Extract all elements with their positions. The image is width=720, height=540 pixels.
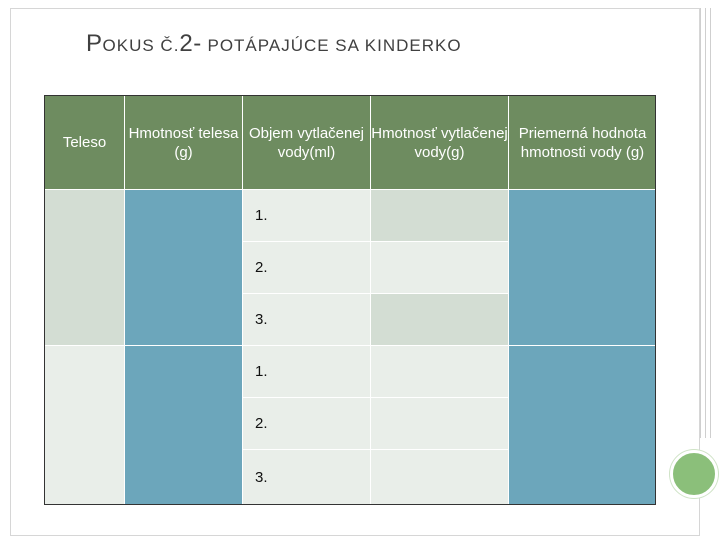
decorative-circle-icon	[670, 450, 718, 498]
hmotnost-telesa-cell-2	[125, 346, 243, 506]
priemer-cell-2	[509, 346, 657, 506]
title-number: 2-	[179, 30, 202, 57]
objem-cell: 1.	[243, 190, 371, 242]
table-row	[45, 190, 657, 242]
header-priemerna-hodnota: Priemerná hodnota hmotnosti vody (g)	[509, 96, 657, 190]
hmotnost-vody-cell	[371, 450, 509, 506]
decorative-rails	[700, 8, 712, 438]
experiment-table	[44, 95, 656, 505]
hmotnost-vody-cell	[371, 190, 509, 242]
header-teleso: Teleso	[45, 96, 125, 190]
hmotnost-telesa-cell-1	[125, 190, 243, 346]
title-rest: POTÁPAJÚCE SA KINDERKO	[201, 36, 462, 55]
teleso-cell-2	[45, 346, 125, 506]
teleso-cell-1	[45, 190, 125, 346]
hmotnost-vody-cell	[371, 294, 509, 346]
title-prefix-big: P	[86, 30, 103, 57]
objem-cell: 2.	[243, 398, 371, 450]
hmotnost-vody-cell	[371, 242, 509, 294]
slide-title	[86, 30, 646, 58]
priemer-cell-1	[509, 190, 657, 346]
objem-cell: 1.	[243, 346, 371, 398]
hmotnost-vody-cell	[371, 346, 509, 398]
header-hmotnost-telesa: Hmotnosť telesa (g)	[125, 96, 243, 190]
objem-cell: 3.	[243, 294, 371, 346]
table-header-row	[45, 96, 657, 190]
header-objem-vody: Objem vytlačenej vody(ml)	[243, 96, 371, 190]
hmotnost-vody-cell	[371, 398, 509, 450]
header-hmotnost-vody: Hmotnosť vytlačenej vody(g)	[371, 96, 509, 190]
objem-cell: 2.	[243, 242, 371, 294]
title-prefix-small: OKUS Č.	[102, 36, 180, 55]
objem-cell: 3.	[243, 450, 371, 506]
table-row	[45, 346, 657, 398]
